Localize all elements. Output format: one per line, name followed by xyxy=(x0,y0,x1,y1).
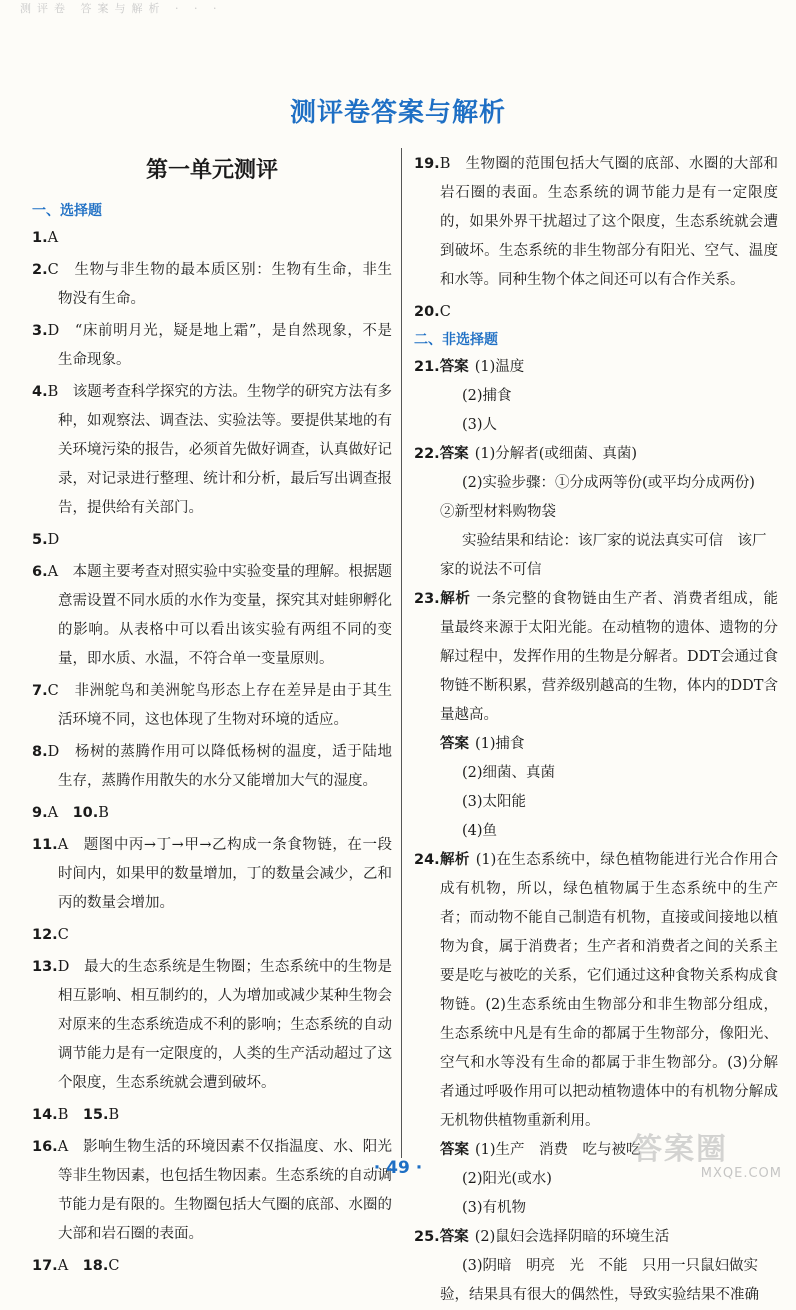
answer-text: D 最大的生态系统是生物圈；生态系统中的生物是相互影响、相互制约的，人为增加或减少某种生物会对原来的生态系统造成不利的影响；生态系统的自动调节能力是有一定限度的，人类的生产活动超过了这个限度，生态系统就会遭到破坏。 xyxy=(57,959,392,1091)
answer-subline: (2)捕食 xyxy=(462,388,512,404)
answer-number: 20. xyxy=(414,304,440,320)
answer-number: 18. xyxy=(82,1258,109,1274)
answer-number: 4. xyxy=(32,384,48,400)
answer-item xyxy=(32,738,392,796)
answer-number: 6. xyxy=(32,564,48,580)
watermark-site: MXQE.COM xyxy=(700,1166,782,1181)
answer-text: B xyxy=(108,1107,120,1123)
answer-text: (1)分解者(或细菌、真菌) xyxy=(474,446,638,462)
unit-title: 第一单元测评 xyxy=(145,158,278,183)
answer-text: D 杨树的蒸腾作用可以降低杨树的温度，适于陆地生存，蒸腾作用散失的水分又能增加大气的湿度。 xyxy=(47,744,392,789)
answer-subline: (4)鱼 xyxy=(462,823,498,839)
answer-text: (1)生产 消费 吃与被吃 xyxy=(475,1142,641,1158)
answer-label: 答案 xyxy=(440,736,469,752)
answer-item xyxy=(414,353,778,382)
left-column xyxy=(32,150,392,1281)
answer-text: (1)温度 xyxy=(474,359,525,375)
answer-number: 8. xyxy=(32,744,48,760)
answer-text: A xyxy=(47,805,73,821)
answer-item xyxy=(414,1223,778,1252)
answer-text: (2)鼠妇会选择阴暗的环境生活 xyxy=(474,1229,670,1245)
answer-text: A 题图中丙→丁→甲→乙构成一条食物链，在一段时间内，如果甲的数量增加，丁的数量会减少，乙和丙的数量会增加。 xyxy=(57,837,392,911)
answer-text: C 非洲鸵鸟和美洲鸵鸟形态上存在差异是由于其生活环境不同，这也体现了生物对环境的适应。 xyxy=(47,683,392,728)
answer-number: 17. xyxy=(32,1258,58,1274)
answer-item xyxy=(32,378,392,523)
answer-subline: (3)太阳能 xyxy=(462,794,527,810)
watermark-logo xyxy=(632,1134,782,1188)
answer-subline: (2)细菌、真菌 xyxy=(462,765,556,781)
answer-number: 13. xyxy=(32,959,58,975)
answer-label: 答案 xyxy=(439,359,469,375)
answer-number: 11. xyxy=(32,837,58,853)
answer-label: 解析 xyxy=(439,852,470,868)
page-number: · 49 · xyxy=(373,1158,423,1178)
watermark-text: 答案圈 xyxy=(632,1132,728,1167)
answer-item xyxy=(414,585,778,730)
answer-text: (1)捕食 xyxy=(475,736,525,752)
page-title: 测评卷答案与解析 xyxy=(289,98,506,128)
answer-subline: ②新型材料购物袋 xyxy=(440,504,556,520)
answer-label: 答案 xyxy=(439,1229,469,1245)
answer-number: 12. xyxy=(32,927,58,943)
answer-subline: (3)阴暗 明亮 光 不能 只用一只鼠妇做实验，结果具有很大的偶然性，导致实验结果不准确 xyxy=(440,1258,759,1303)
answer-text: A 影响生物生活的环境因素不仅指温度、水、阳光等非生物因素，也包括生物因素。生态系统的自动调节能力是有限的。生物圈包括大气圈的底部、水圈的大部和岩石圈的表面。 xyxy=(57,1139,392,1242)
answer-item xyxy=(32,1252,392,1281)
answer-text: B xyxy=(57,1107,83,1123)
answer-item xyxy=(32,317,392,375)
answer-subline: (2)阳光(或水) xyxy=(462,1171,552,1187)
column-divider xyxy=(401,148,402,1158)
answer-text: A xyxy=(57,1258,83,1274)
answer-subline xyxy=(414,730,778,759)
answer-text: C xyxy=(57,927,69,943)
answer-label: 答案 xyxy=(439,446,469,462)
answer-number: 25. xyxy=(414,1229,440,1245)
answer-item xyxy=(32,831,392,918)
section-nonchoice-heading: 二、非选择题 xyxy=(414,332,498,348)
answer-item xyxy=(32,921,392,950)
answer-item xyxy=(32,256,392,314)
answer-item xyxy=(32,953,392,1098)
answer-item xyxy=(32,558,392,674)
answer-subline: (2)实验步骤：①分成两等份(或平均分成两份) xyxy=(462,475,755,491)
answer-number: 2. xyxy=(32,262,48,278)
answer-number: 5. xyxy=(32,532,48,548)
answer-item xyxy=(32,224,392,253)
answer-subline: (3)有机物 xyxy=(462,1200,527,1216)
answer-number: 14. xyxy=(32,1107,58,1123)
answer-text: B 生物圈的范围包括大气圈的底部、水圈的大部和岩石圈的表面。生态系统的调节能力是有一定限度的，如果外界干扰超过了这个限度，生态系统就会遭到破坏。生态系统的非生物部分有阳光、空气、温度和水等。同种生物个体之间还可以有合作关系。 xyxy=(439,156,778,288)
answer-number: 24. xyxy=(414,852,440,868)
answer-text: B xyxy=(98,805,109,821)
answer-text: B 该题考查科学探究的方法。生物学的研究方法有多种，如观察法、调查法、实验法等。要提供某地的有关环境污染的报告，必须首先做好调查，认真做好记录，对记录进行整理、统计和分析，最后写出调查报告，提供给有关部门。 xyxy=(47,384,392,516)
answer-text: C 生物与非生物的最本质区别：生物有生命，非生物没有生命。 xyxy=(47,262,392,307)
answer-label: 答案 xyxy=(440,1142,469,1158)
answer-number: 21. xyxy=(414,359,440,375)
answer-item xyxy=(32,526,392,555)
answer-text: 一条完整的食物链由生产者、消费者组成，能量最终来源于太阳光能。在动植物的遗体、遗物的分解过程中，发挥作用的生物是分解者。DDT会通过食物链不断积累，营养级别越高的生物，体内的DDT含量越高。 xyxy=(440,591,779,723)
answer-text: C xyxy=(439,304,451,320)
answer-item xyxy=(414,846,778,1136)
answer-number: 23. xyxy=(414,591,440,607)
answer-number: 3. xyxy=(32,323,48,339)
answer-number: 7. xyxy=(32,683,48,699)
answer-item xyxy=(414,440,778,469)
answer-number: 1. xyxy=(32,230,48,246)
answer-text: D xyxy=(47,532,60,548)
answer-text: A 本题主要考查对照实验中实验变量的理解。根据题意需设置不同水质的水作为变量，探究其对蛙卵孵化的影响。从表格中可以看出该实验有两组不同的变量，即水质、水温，不符合单一变量原则。 xyxy=(47,564,392,667)
answer-subline: (3)人 xyxy=(462,417,498,433)
answer-text: C xyxy=(108,1258,120,1274)
answer-number: 16. xyxy=(32,1139,58,1155)
answer-number: 22. xyxy=(414,446,440,462)
answer-text: (1)在生态系统中，绿色植物能进行光合作用合成有机物，所以，绿色植物属于生态系统中的生产者；而动物不能自己制造有机物，直接或间接地以植物为食，属于消费者；生产者和消费者之间的关系主要是吃与被吃的关系，它们通过这种食物关系构成食物链。(2)生态系统由生物部分和非生物部分组成，生态系统中凡是有生命的都属于生物部分，像阳光、空气和水等没有生命的都属于非生物部分。(3)分解者通过呼吸作用可以把动植物遗体中的有机物分解成无机物供植物重新利用。 xyxy=(440,852,778,1129)
answer-item xyxy=(32,799,392,828)
answer-label: 解析 xyxy=(439,591,471,607)
section-choice-heading: 一、选择题 xyxy=(32,203,102,219)
answer-item xyxy=(32,1101,392,1130)
answer-number: 19. xyxy=(414,156,440,172)
answer-number: 9. xyxy=(32,805,48,821)
answer-number: 10. xyxy=(72,805,99,821)
answer-item xyxy=(414,298,778,327)
answer-text: D “床前明月光，疑是地上霜”，是自然现象，不是生命现象。 xyxy=(47,323,392,368)
answer-item xyxy=(414,150,778,295)
answer-number: 15. xyxy=(82,1107,109,1123)
top-faded-header: 测评卷 答案与解析 · · · xyxy=(20,2,223,14)
answer-item xyxy=(32,677,392,735)
answer-subline: 实验结果和结论：该厂家的说法真实可信 该厂家的说法不可信 xyxy=(440,533,767,578)
answer-item xyxy=(32,1133,392,1249)
answer-text: A xyxy=(47,230,59,246)
